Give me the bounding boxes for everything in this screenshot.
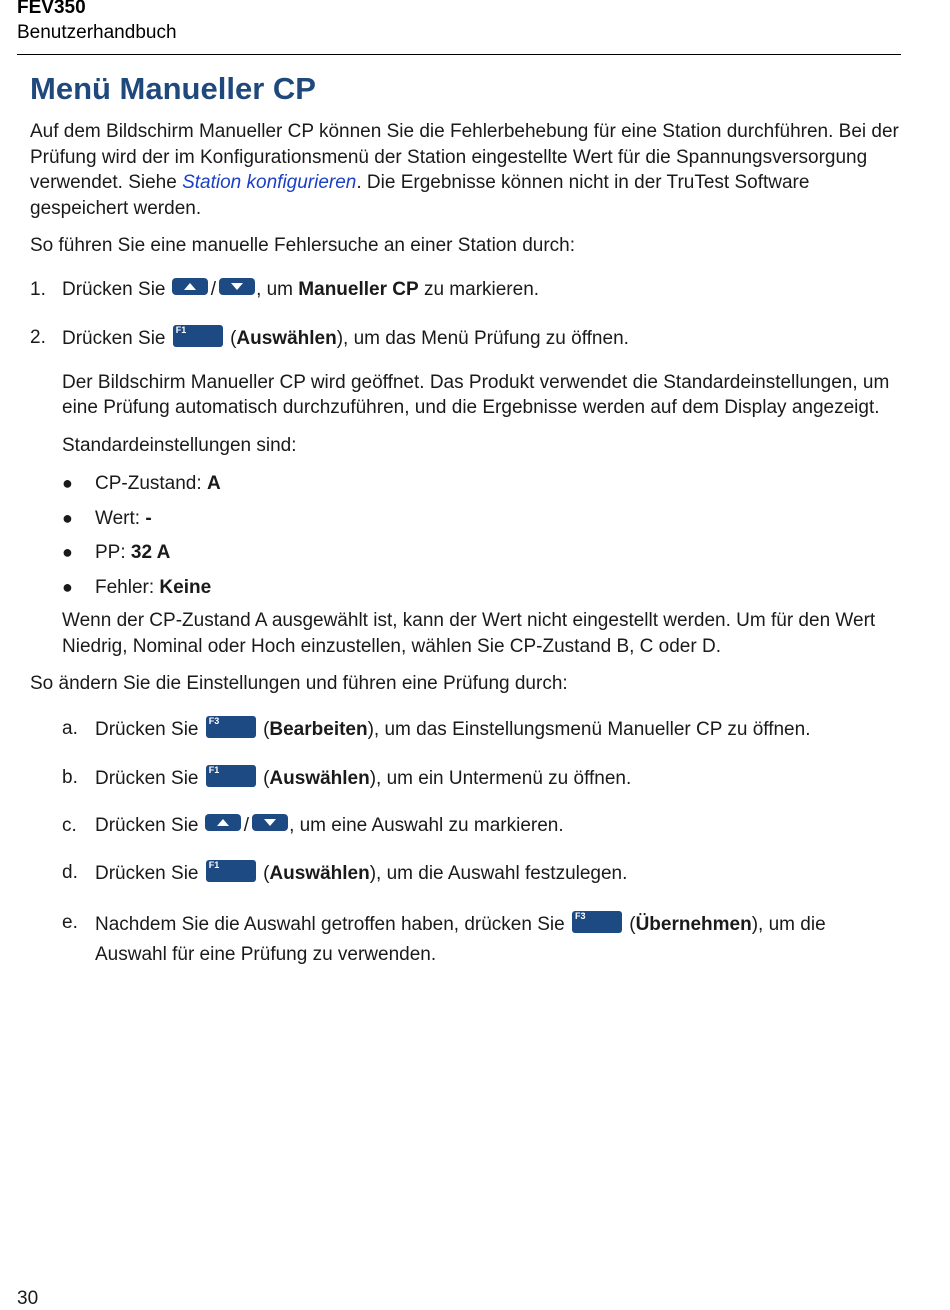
page-header <box>17 0 901 55</box>
step-post: ), um das Menü Prüfung zu öffnen. <box>336 328 629 350</box>
document-title: Benutzerhandbuch <box>17 22 177 43</box>
step-post: , um <box>256 278 299 300</box>
intro-paragraph <box>30 119 910 221</box>
substep-letter: a. <box>62 717 78 739</box>
step-post: ), um die Auswahl festzulegen. <box>369 863 628 885</box>
list-item <box>62 471 910 497</box>
step-pre: Drücken Sie <box>95 814 199 836</box>
arrow-up-key-icon <box>205 814 241 831</box>
item-label: Wert: <box>95 507 146 529</box>
step-post: ), um ein Untermenü zu öffnen. <box>369 768 632 790</box>
substep-text <box>95 813 564 839</box>
step-pre: Drücken Sie <box>95 863 199 885</box>
paren: ( <box>263 768 270 790</box>
step-post2: zu markieren. <box>418 278 540 300</box>
intro-text-2: . Die Ergebnisse können nicht in der TruTest Software gespeichert werden. <box>30 172 810 219</box>
arrow-up-key-icon <box>172 278 208 295</box>
list-item <box>62 575 910 601</box>
step-line2: Auswahl für eine Prüfung zu verwenden. <box>95 943 437 965</box>
item-label: Fehler: <box>95 576 160 598</box>
step-1 <box>30 277 910 303</box>
substeps-list <box>62 716 910 970</box>
substep-letter: d. <box>62 862 78 884</box>
item-value: Keine <box>159 576 212 598</box>
step-bold: Auswählen <box>269 768 370 790</box>
step-post: , um eine Auswahl zu markieren. <box>289 814 564 836</box>
item-label: CP-Zustand: <box>95 473 207 495</box>
step-number: 1. <box>30 278 46 300</box>
step-post: ), um die <box>751 913 826 935</box>
function-key-icon <box>173 325 223 347</box>
paren: ( <box>263 863 270 885</box>
substep-a <box>62 716 910 743</box>
item-label: PP: <box>95 542 131 564</box>
substep-d <box>62 860 910 887</box>
step-text <box>62 325 629 352</box>
function-key-icon <box>572 911 622 933</box>
key-separator: / <box>210 278 217 300</box>
bullet: ● <box>62 507 73 528</box>
procedure-intro: So führen Sie eine manuelle Fehlersuche an einer Station durch: <box>30 235 576 257</box>
paren: ( <box>263 718 270 740</box>
step-bold: Bearbeiten <box>269 718 368 740</box>
key-label: F3 <box>208 715 220 726</box>
substep-c <box>62 813 910 839</box>
key-separator: / <box>243 814 250 836</box>
list-item <box>62 540 910 566</box>
step-pre: Nachdem Sie die Auswahl getroffen haben, drücken Sie <box>95 913 565 935</box>
bullet: ● <box>62 576 73 597</box>
function-key-icon <box>206 765 256 787</box>
step-text <box>62 277 539 303</box>
paren: ( <box>230 328 237 350</box>
substep-letter: b. <box>62 767 78 789</box>
bullet: ● <box>62 542 73 563</box>
list-item <box>62 506 910 532</box>
step-pre: Drücken Sie <box>62 328 166 350</box>
step-bold: Manueller CP <box>298 278 419 300</box>
step-bold: Übernehmen <box>635 913 752 935</box>
defaults-list <box>62 471 910 600</box>
step-pre: Drücken Sie <box>62 278 166 300</box>
step-2-note: Der Bildschirm Manueller CP wird geöffnet. Das Produkt verwendet die Standardeinstellungen, um eine Prüfung automatisch durchzuführen, und die Ergebnisse werden auf dem Display angezeigt. <box>62 371 890 419</box>
function-key-icon <box>206 716 256 738</box>
step-number: 2. <box>30 327 46 349</box>
key-label: F1 <box>208 860 220 871</box>
arrow-down-key-icon <box>219 278 255 295</box>
defaults-intro: Standardeinstellungen sind: <box>62 434 297 456</box>
paren: ( <box>629 913 636 935</box>
key-label: F1 <box>208 765 220 776</box>
page-content <box>30 70 910 970</box>
key-label: F1 <box>175 325 187 336</box>
arrow-down-key-icon <box>252 814 288 831</box>
step-bold: Auswählen <box>236 328 337 350</box>
function-key-icon <box>206 860 256 882</box>
product-name: FEV350 <box>17 0 86 18</box>
substep-letter: e. <box>62 911 78 933</box>
step-bold: Auswählen <box>269 863 370 885</box>
bullet: ● <box>62 473 73 494</box>
substep-e <box>62 910 910 970</box>
station-config-link[interactable]: Station konfigurieren <box>182 172 357 194</box>
key-label: F3 <box>574 910 586 921</box>
substep-text <box>95 910 826 970</box>
item-value: - <box>145 507 152 529</box>
substep-text <box>95 716 810 743</box>
substep-letter: c. <box>62 814 77 836</box>
step-pre: Drücken Sie <box>95 718 199 740</box>
substep-b <box>62 765 910 792</box>
step-pre: Drücken Sie <box>95 768 199 790</box>
page-number: 30 <box>17 1288 39 1309</box>
state-note: Wenn der CP-Zustand A ausgewählt ist, kann der Wert nicht eingestellt werden. Um für den Wert Niedrig, Nominal oder Hoch einzustellen, wählen Sie CP-Zustand B, C oder D. <box>62 610 876 657</box>
substep-text <box>95 765 631 792</box>
item-value: 32 A <box>130 542 171 564</box>
section-title: Menü Manueller CP <box>30 71 316 106</box>
step-post: ), um das Einstellungsmenü Manueller CP zu öffnen. <box>367 718 811 740</box>
change-intro: So ändern Sie die Einstellungen und führen eine Prüfung durch: <box>30 673 568 695</box>
item-value: A <box>206 473 221 495</box>
intro-text-1: Auf dem Bildschirm Manueller CP können Sie die Fehlerbehebung für eine Station durchführen. Bei der Prüfung wird der im Konfigurationsmenü der Station eingestellte Wert für die Spannungsversorgung verwendet. Siehe <box>30 121 899 194</box>
substep-text <box>95 860 627 887</box>
step-2 <box>30 325 910 352</box>
